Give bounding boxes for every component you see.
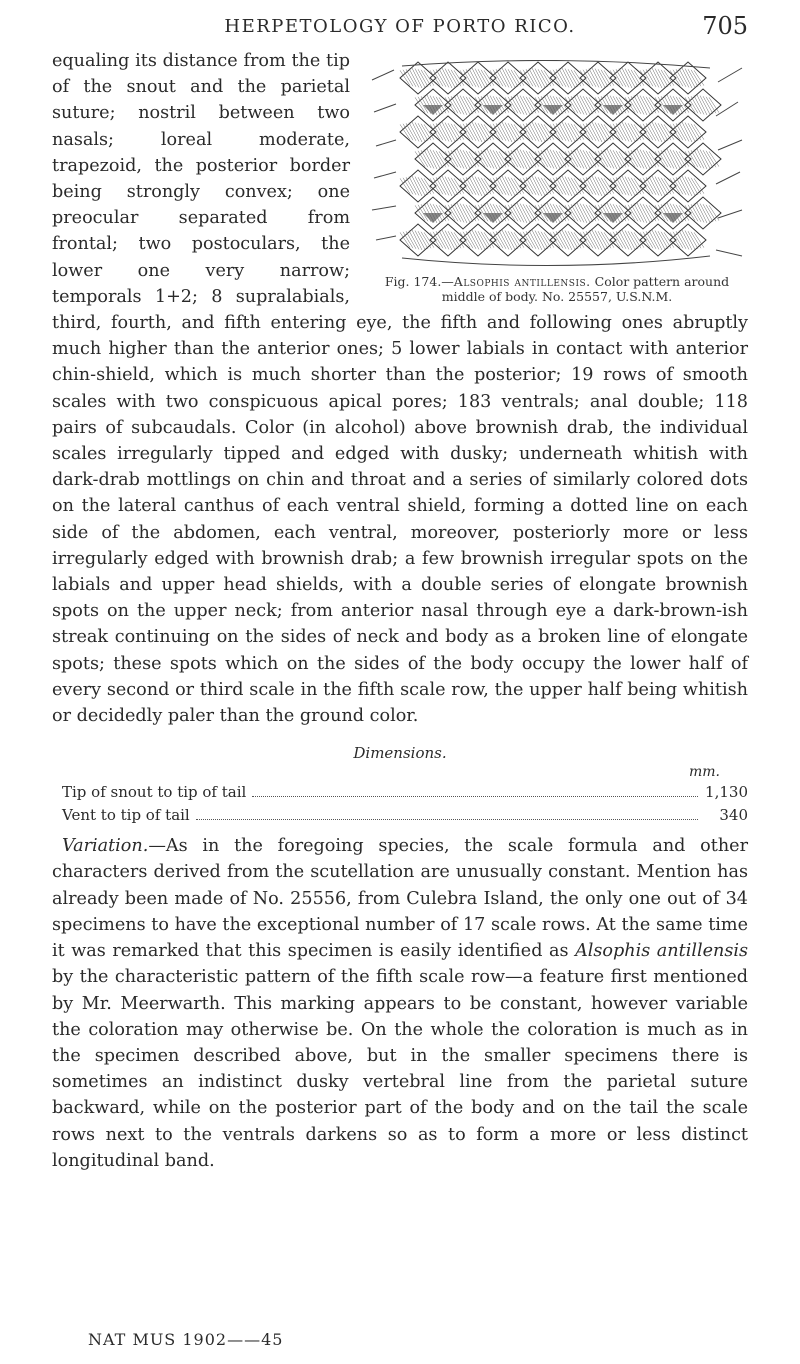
figure-caption	[366, 274, 748, 304]
variation-text-1: —As in the foregoing species, the scale formula and other characters derived from the scutellation are unusually constant. Mention has already been made of No. 25556, from Culebra Island, the only one out of 34 specimens to have the exceptional number of 17 scale rows. At the same time it was remarked that this specimen is easily identified as	[52, 836, 748, 962]
dimension-value: 340	[719, 806, 748, 825]
page-footer: NAT MUS 1902——45	[88, 1330, 284, 1349]
page-header	[52, 12, 748, 44]
scale-pattern-illustration	[366, 60, 748, 270]
description-paragraph: equaling its distance from the tip of the snout and the parietal suture; nostril between two nasals; loreal moderate, trapezoid, the posterior border being strongly convex; one preocular separated from frontal; two postoculars, the lower one very narrow; temporals 1+2; 8 supralabials, third, fourth, and fifth entering eye, the fifth and following ones abruptly much higher than the anterior ones; 5 lower labials in contact with anterior chin-shield, which is much shorter than the posterior; 19 rows of smooth scales with two conspicuous apical pores; 183 ventrals; anal double; 118 pairs of subcaudals. Color (in alcohol) above brownish drab, the individual scales irregularly tipped and edged with dusky; underneath whitish with dark-drab mottlings on chin and throat and a series of similarly colored dots on the lateral canthus of each ventral shield, forming a dotted line on each side of the abdomen, each ventral, moreover, posteriorly more or less irregularly edged with brownish drab; a few brownish irregular spots on the labials and upper head shields, with a double series of elongate brownish spots on the upper neck; from anterior nasal through eye a dark-brown-ish streak continuing on the sides of neck and body as a broken line of elongate spots; these spots which on the sides of the body occupy the lower half of every second or third scale in the fifth scale row, the upper half being whitish or decidedly paler than the ground color.	[52, 51, 748, 727]
page-number: 705	[702, 12, 748, 40]
dimension-row	[52, 781, 748, 804]
dimension-label: Vent to tip of tail	[62, 806, 190, 825]
variation-text-2: by the characteristic pattern of the fifth scale row—a feature first mentioned by Mr. Meerwarth. This marking appears to be constant, however variable the coloration may otherwise be. On the whole the coloration is much as in the specimen described above, but in the smaller specimens there is sometimes an indistinct dusky vertebral line from the parietal suture backward, while on the posterior part of the body and on the tail the scale rows next to the ventrals darkens so as to form a more or less distinct longitudinal band.	[52, 967, 748, 1171]
dimension-value: 1,130	[705, 783, 748, 802]
dimensions-unit: mm.	[688, 764, 720, 781]
variation-paragraph	[52, 833, 748, 1174]
variation-heading: Variation.	[62, 836, 149, 857]
caption-species: Alsophis antillensis.	[453, 274, 591, 289]
dimension-row	[52, 804, 748, 827]
dimension-label: Tip of snout to tip of tail	[62, 783, 247, 802]
dimensions-title: Dimensions.	[353, 744, 447, 763]
leader-dots	[196, 819, 698, 820]
figure-174	[366, 60, 748, 304]
leader-dots	[252, 796, 698, 797]
running-head: HERPETOLOGY OF PORTO RICO.	[224, 16, 576, 37]
variation-species: Alsophis antillensis	[575, 941, 749, 962]
body-text	[52, 48, 748, 1174]
caption-rest: Color pattern around middle of body. No. 25557, U.S.N.M.	[441, 274, 730, 304]
caption-prefix: Fig. 174.—	[384, 274, 454, 289]
